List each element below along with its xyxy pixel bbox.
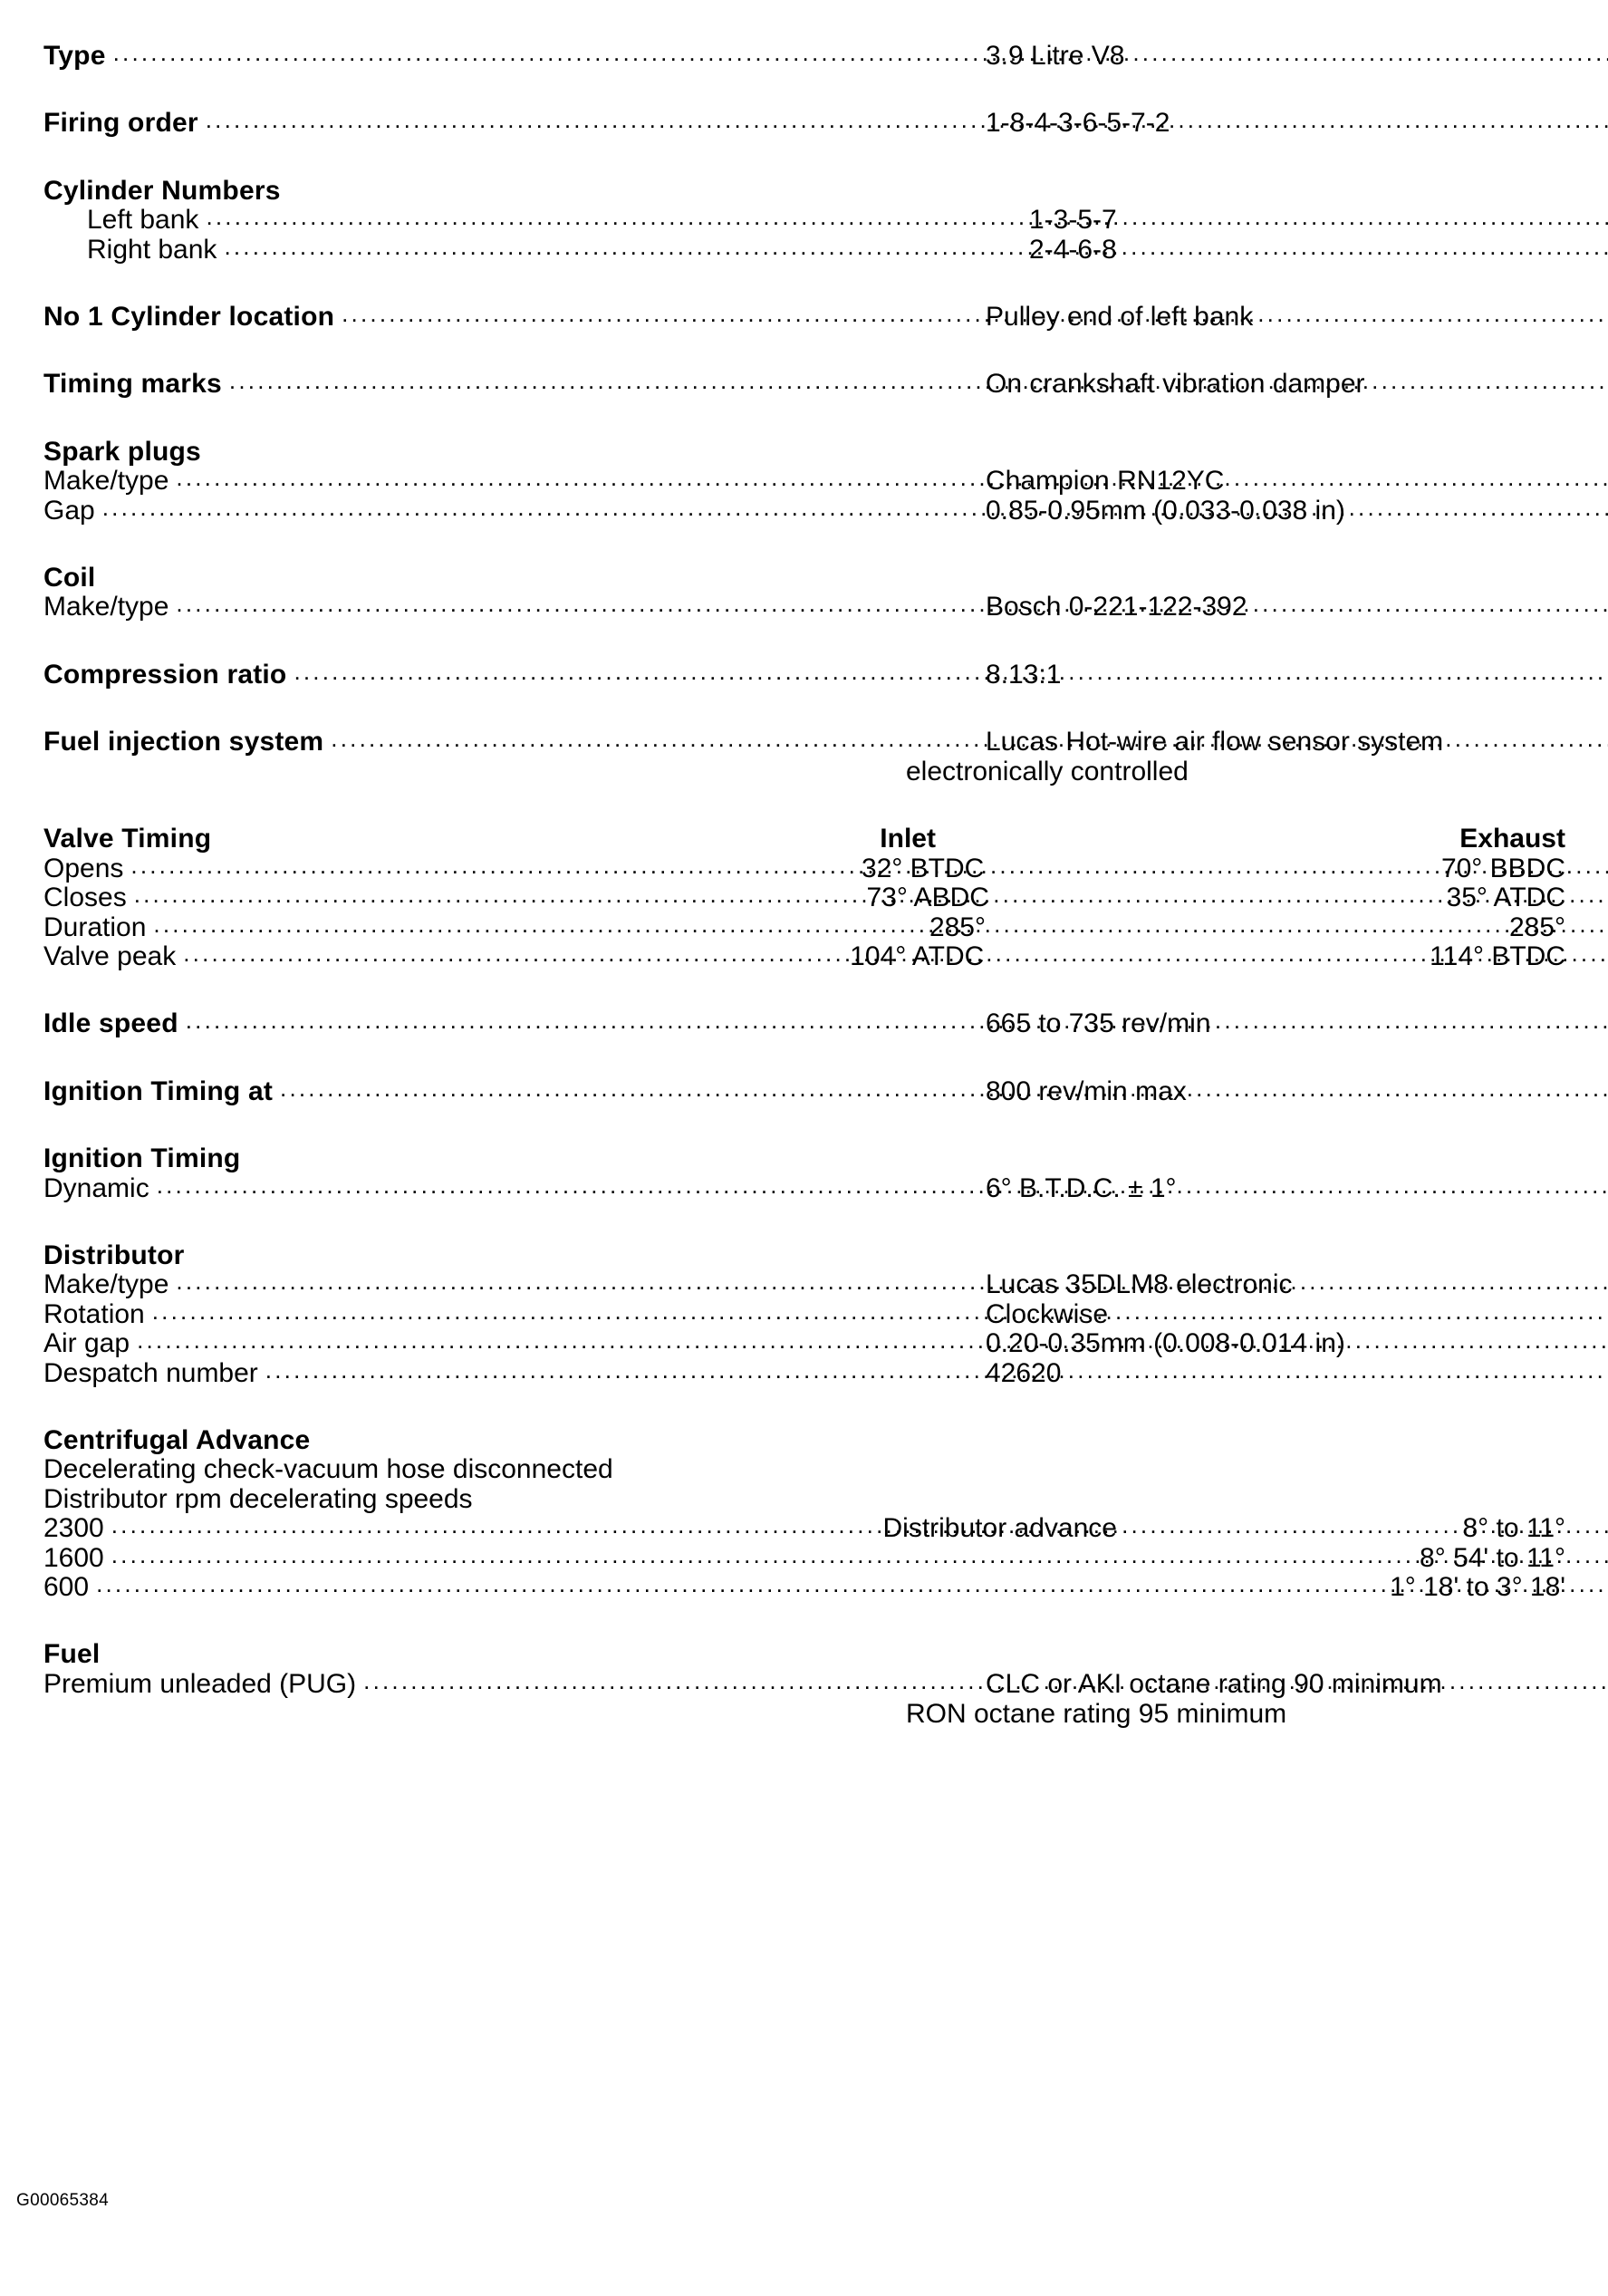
spec-label-distributor-air-gap: Air gap xyxy=(43,1328,130,1359)
spec-value-advance-1600: 8° 54' to 11° xyxy=(1420,1542,1565,1573)
spec-row-right-bank xyxy=(43,236,1608,265)
spec-label-right-bank: Right bank xyxy=(87,234,217,265)
leader-dots xyxy=(169,1272,982,1298)
centrifugal-advance-row-1600 xyxy=(43,1544,1565,1573)
leader-dots xyxy=(145,1302,982,1327)
spec-value-premium-unleaded: CLC or AKI octane rating 90 minimum xyxy=(986,1668,1442,1699)
spacer xyxy=(43,1106,1565,1144)
spec-value-valve-duration-exhaust: 285° xyxy=(1508,912,1565,942)
spacer xyxy=(43,400,1565,438)
spec-label-rpm-1600: 1600 xyxy=(43,1542,104,1573)
section-heading-centrifugal-advance: Centrifugal Advance xyxy=(43,1424,311,1455)
spec-row-type xyxy=(43,42,1565,71)
spec-value-right-bank: 2-4-6-8 xyxy=(1029,234,1117,265)
section-heading-coil: Coil xyxy=(43,562,96,593)
spec-row-distributor-despatch-number xyxy=(43,1359,1565,1388)
leader-dots xyxy=(130,1331,982,1356)
spec-row-distributor-air-gap xyxy=(43,1329,1565,1358)
leader-dots xyxy=(149,1176,982,1201)
spacer xyxy=(43,265,1565,303)
leader-dots xyxy=(334,304,982,330)
centrifugal-advance-row-600 xyxy=(43,1573,1565,1602)
valve-timing-row-valve-peak xyxy=(43,942,1565,971)
leader-dots xyxy=(104,1546,836,1571)
spec-label-premium-unleaded: Premium unleaded (PUG) xyxy=(43,1668,357,1699)
spec-value-spark-plug-gap: 0.85-0.95mm (0.033-0.038 in) xyxy=(986,495,1345,526)
centrifugal-advance-row-2300 xyxy=(43,1514,1565,1543)
spec-row-timing-marks xyxy=(43,370,1565,399)
leader-dots xyxy=(323,729,982,755)
spacer xyxy=(43,971,1565,1009)
spec-label-spark-plug-gap: Gap xyxy=(43,495,95,526)
spacer xyxy=(43,139,1565,177)
spec-row-fuel-injection xyxy=(43,728,1565,757)
valve-timing-row-duration xyxy=(43,913,1565,942)
section-heading-cylinder-numbers: Cylinder Numbers xyxy=(43,175,281,206)
leader-dots xyxy=(146,915,926,941)
spec-value-spark-plug-make: Champion RN12YC xyxy=(986,466,1225,497)
spec-value-timing-marks: On crankshaft vibration damper xyxy=(986,369,1365,400)
spacer xyxy=(43,622,1565,661)
spec-value-valve-peak-exhaust: 114° BTDC xyxy=(1430,941,1565,972)
spacer xyxy=(43,786,1565,825)
leader-dots xyxy=(273,1079,982,1105)
spec-value-ignition-dynamic: 6° B.T.D.C. ± 1° xyxy=(986,1172,1177,1203)
spec-value-type: 3.9 Litre V8 xyxy=(986,41,1125,71)
spec-row-spark-plug-gap xyxy=(43,497,1565,526)
centrifugal-advance-note-1: Decelerating check-vacuum hose disconnected xyxy=(43,1454,613,1485)
valve-timing-row-closes xyxy=(43,883,1565,912)
spec-row-compression-ratio xyxy=(43,661,1565,690)
spec-label-distributor-make: Make/type xyxy=(43,1269,169,1300)
spec-label-valve-duration: Duration xyxy=(43,912,147,942)
spacer xyxy=(43,690,1565,728)
spacer xyxy=(43,1039,1565,1077)
section-heading-spark-plugs: Spark plugs xyxy=(43,436,201,467)
leader-dots xyxy=(198,111,982,136)
spec-label-ignition-dynamic: Dynamic xyxy=(43,1172,149,1203)
section-heading-fuel: Fuel xyxy=(43,1639,101,1670)
leader-dots xyxy=(258,1361,982,1386)
spec-row-premium-unleaded xyxy=(43,1670,1565,1699)
spec-value-valve-closes-inlet: 73° ABDC xyxy=(866,883,989,913)
spec-value-compression-ratio: 8.13:1 xyxy=(986,659,1062,690)
leader-dots xyxy=(178,1011,982,1037)
spec-value-distributor-air-gap: 0.20-0.35mm (0.008-0.014 in) xyxy=(986,1328,1345,1359)
spec-value-fuel-injection: Lucas Hot-wire air flow sensor system xyxy=(986,727,1444,757)
spec-row-ignition-timing-at xyxy=(43,1077,1565,1106)
leader-dots xyxy=(286,662,982,688)
spec-value-distributor-make: Lucas 35DLM8 electronic xyxy=(986,1269,1293,1300)
spec-value-coil-make: Bosch 0-221-122-392 xyxy=(986,592,1247,622)
leader-dots xyxy=(104,1516,880,1541)
spec-label-rpm-600: 600 xyxy=(43,1571,90,1602)
spec-row-idle-speed xyxy=(43,1009,1565,1038)
centrifugal-advance-note-2: Distributor rpm decelerating speeds xyxy=(43,1483,473,1514)
spec-row-distributor-make xyxy=(43,1270,1565,1299)
spec-value-valve-opens-exhaust: 70° BBDC xyxy=(1440,853,1565,883)
leader-dots xyxy=(106,43,982,69)
spec-label-spark-plug-make: Make/type xyxy=(43,466,169,497)
valve-timing-column-exhaust: Exhaust xyxy=(1459,824,1565,854)
spec-label-fuel-injection: Fuel injection system xyxy=(43,727,324,757)
leader-dots xyxy=(222,371,982,397)
spec-value-left-bank: 1-3-5-7 xyxy=(1029,205,1117,236)
spacer xyxy=(43,1602,1565,1640)
spec-label-valve-closes: Closes xyxy=(43,883,127,913)
spec-value-valve-duration-inlet: 285° xyxy=(929,912,986,942)
spec-value-fuel-injection-line2: electronically controlled xyxy=(906,757,1189,787)
spec-row-distributor-rotation xyxy=(43,1300,1565,1329)
spec-label-distributor-rotation: Rotation xyxy=(43,1298,145,1329)
spec-label-valve-opens: Opens xyxy=(43,853,124,883)
spec-label-valve-peak: Valve peak xyxy=(43,941,177,972)
spec-value-advance-600: 1° 18' to 3° 18' xyxy=(1390,1571,1565,1602)
spec-value-distributor-despatch-number: 42620 xyxy=(986,1357,1062,1388)
spec-value-firing-order: 1-8-4-3-6-5-7-2 xyxy=(986,108,1170,139)
valve-timing-header-row xyxy=(43,825,1565,854)
spec-label-idle-speed: Idle speed xyxy=(43,1008,178,1039)
leader-dots xyxy=(217,237,1025,263)
spacer xyxy=(43,71,1565,109)
spec-value-idle-speed: 665 to 735 rev/min xyxy=(986,1008,1211,1039)
spec-value-valve-peak-inlet: 104° ATDC xyxy=(850,941,985,972)
distributor-advance-label: Distributor advance xyxy=(882,1513,1117,1544)
leader-dots xyxy=(123,856,858,882)
leader-dots xyxy=(198,207,1025,233)
section-heading-valve-timing: Valve Timing xyxy=(43,824,212,854)
spec-label-distributor-despatch-number: Despatch number xyxy=(43,1357,258,1388)
document-reference-code: G00065384 xyxy=(16,2191,110,2210)
leader-dots xyxy=(169,594,982,620)
spec-label-left-bank: Left bank xyxy=(87,205,199,236)
spec-value-valve-closes-exhaust: 35° ATDC xyxy=(1446,883,1565,913)
spec-label-type: Type xyxy=(43,41,106,71)
spec-value-premium-unleaded-line2: RON octane rating 95 minimum xyxy=(906,1699,1287,1730)
spec-value-no1-cylinder-location: Pulley end of left bank xyxy=(986,301,1254,332)
leader-dots xyxy=(169,468,982,494)
spec-value-ignition-timing-at: 800 rev/min max xyxy=(986,1076,1187,1106)
spec-row-coil-make xyxy=(43,593,1565,622)
spec-content xyxy=(43,42,1565,1729)
section-heading-ignition-timing: Ignition Timing xyxy=(43,1143,241,1174)
spec-label-firing-order: Firing order xyxy=(43,108,198,139)
spec-label-no1-cylinder-location: No 1 Cylinder location xyxy=(43,301,335,332)
leader-dots xyxy=(95,498,982,524)
spec-label-ignition-timing-at: Ignition Timing at xyxy=(43,1076,274,1106)
spec-value-distributor-rotation: Clockwise xyxy=(986,1298,1109,1329)
spec-row-firing-order xyxy=(43,109,1565,138)
spec-row-no1-cylinder-location xyxy=(43,303,1565,332)
spacer xyxy=(43,526,1565,564)
valve-timing-row-opens xyxy=(43,854,1565,883)
spacer xyxy=(43,1388,1565,1426)
spec-label-timing-marks: Timing marks xyxy=(43,369,222,400)
leader-dots xyxy=(176,944,846,970)
spacer xyxy=(43,1203,1565,1241)
spec-value-valve-opens-inlet: 32° BTDC xyxy=(861,853,985,883)
section-heading-distributor: Distributor xyxy=(43,1240,185,1270)
leader-dots xyxy=(127,885,863,911)
spec-row-left-bank xyxy=(43,206,1608,235)
spec-label-rpm-2300: 2300 xyxy=(43,1513,104,1544)
leader-dots xyxy=(89,1575,806,1600)
spec-row-ignition-dynamic xyxy=(43,1174,1565,1203)
leader-dots xyxy=(356,1672,982,1697)
spec-label-coil-make: Make/type xyxy=(43,592,169,622)
spacer xyxy=(43,332,1565,370)
spec-label-compression-ratio: Compression ratio xyxy=(43,659,287,690)
spec-row-spark-plug-make xyxy=(43,467,1565,496)
spec-value-advance-2300: 8° to 11° xyxy=(1462,1513,1565,1544)
valve-timing-column-inlet: Inlet xyxy=(880,824,936,854)
